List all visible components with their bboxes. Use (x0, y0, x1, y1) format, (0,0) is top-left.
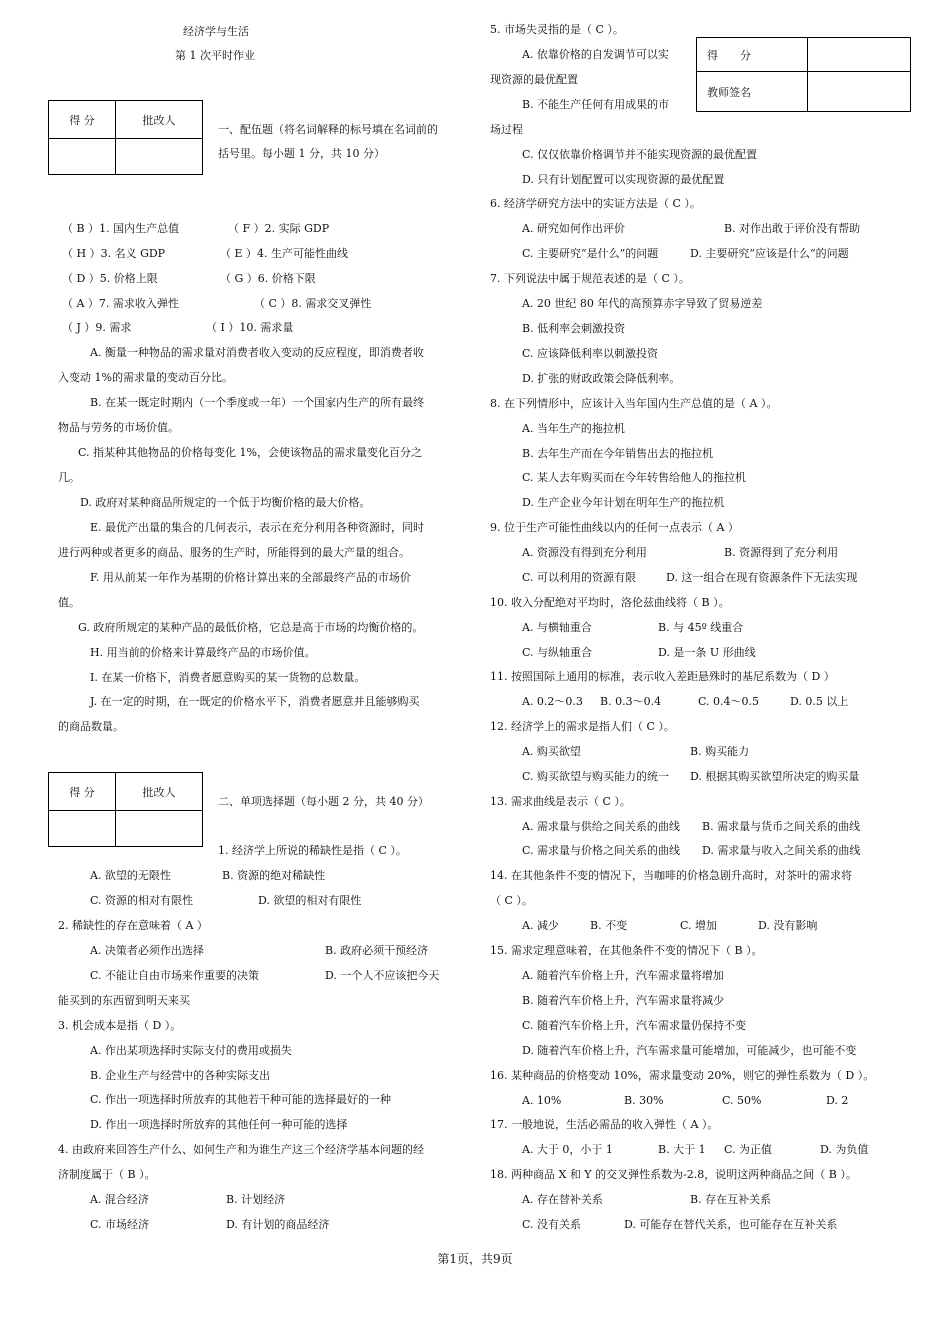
question-line: 18. 两种商品 X 和 Y 的交叉弹性系数为-2.8，说明这两种商品之间（ B ）。 (490, 1168, 857, 1181)
question-line: 14. 在其他条件不变的情况下，当咖啡的价格急剧升高时，对茶叶的需求将 (490, 869, 852, 882)
pair-item: （ B ）1. 国内生产总值 (62, 222, 180, 235)
option-line: B. 不变 (590, 919, 628, 932)
definition-line: G. 政府所规定的某种产品的最低价格，它总是高于市场的均衡价格的。 (78, 621, 424, 634)
pair-item: （ F ）2. 实际 GDP (228, 222, 330, 235)
definition-line: 物品与劳务的市场价值。 (58, 421, 179, 434)
option-line: A. 0.2～0.3 (522, 695, 583, 708)
option-line: C. 50% (722, 1094, 762, 1107)
definition-line: J. 在一定的时期，在一既定的价格水平下，消费者愿意并且能够购买 (90, 695, 420, 708)
definition-line: 的商品数量。 (58, 720, 124, 733)
definition-line: 进行两种或者更多的商品、服务的生产时，所能得到的最大产量的组合。 (58, 546, 410, 559)
score-label: 得 分 (49, 101, 116, 139)
option-line: C. 与纵轴重合 (522, 646, 593, 659)
option-line: D. 作出一项选择时所放弃的其他任何一种可能的选择 (90, 1118, 348, 1131)
question-line: 17. 一般地说，生活必需品的收入弹性（ A ）。 (490, 1118, 719, 1131)
option-line: A. 当年生产的拖拉机 (522, 422, 625, 435)
definition-line: I. 在某一价格下，消费者愿意购买的某一货物的总数量。 (90, 671, 366, 684)
option-line: A. 存在替补关系 (522, 1193, 603, 1206)
option-line: C. 资源的相对有限性 (90, 894, 194, 907)
question-line: 7. 下列说法中属于规范表述的是（ C ）。 (490, 272, 690, 285)
pair-item: （ G ）6. 价格下限 (220, 272, 316, 285)
option-line: A. 20 世纪 80 年代的高预算赤字导致了贸易逆差 (522, 297, 763, 310)
option-line: D. 0.5 以上 (790, 695, 849, 708)
option-line: A. 减少 (522, 919, 559, 932)
option-line: A. 依靠价格的自发调节可以实 (522, 48, 669, 61)
score-cell[interactable] (49, 811, 116, 847)
option-line: A. 资源没有得到充分利用 (522, 546, 647, 559)
option-line: D. 根据其购买欲望所决定的购买量 (690, 770, 860, 783)
question-line: 13. 需求曲线是表示（ C ）。 (490, 795, 631, 808)
option-line: A. 购买欲望 (522, 745, 581, 758)
option-line: B. 低利率会刺激投资 (522, 322, 626, 335)
option-line: A. 与横轴重合 (522, 621, 592, 634)
option-line: A. 需求量与供给之间关系的曲线 (522, 820, 680, 833)
section1-title-cont: 括号里。每小题 1 分，共 10 分） (218, 147, 385, 160)
option-line: D. 生产企业今年计划在明年生产的拖拉机 (522, 496, 725, 509)
option-line: C. 0.4～0.5 (698, 695, 760, 708)
option-line: C. 市场经济 (90, 1218, 150, 1231)
option-line: B. 大于 1 (658, 1143, 706, 1156)
option-line: B. 与 45º 线重合 (658, 621, 744, 634)
doc-title: 经济学与生活 (183, 25, 249, 38)
definition-line: A. 衡量一种物品的需求量对消费者收入变动的反应程度，即消费者收 (90, 346, 424, 359)
pair-item: （ H ）3. 名义 GDP (62, 247, 166, 260)
option-line: C. 某人去年购买而在今年转售给他人的拖拉机 (522, 471, 747, 484)
teacher-sign-cell[interactable] (808, 72, 911, 112)
score-cell[interactable] (49, 139, 116, 175)
score-label: 得 分 (49, 773, 116, 811)
question-line: （ C ）。 (490, 894, 533, 907)
option-line: B. 0.3～0.4 (600, 695, 662, 708)
question-line: 11. 按照国际上通用的标准，表示收入差距悬殊时的基尼系数为（ D ） (490, 670, 835, 683)
definition-line: D. 政府对某种商品所规定的一个低于均衡价格的最大价格。 (80, 496, 371, 509)
option-line: 现资源的最优配置 (490, 73, 578, 86)
option-line: C. 应该降低利率以刺激投资 (522, 347, 659, 360)
option-line: B. 对作出敢于评价没有帮助 (724, 222, 861, 235)
option-line: B. 存在互补关系 (690, 1193, 772, 1206)
definition-line: E. 最优产出量的集合的几何表示，表示在充分利用各种资源时，同时 (90, 521, 425, 534)
pair-item: （ I ）10. 需求量 (206, 321, 294, 334)
option-line: D. 这一组合在现有资源条件下无法实现 (666, 571, 858, 584)
option-line: C. 购买欲望与购买能力的统一 (522, 770, 670, 783)
question-line: 1. 经济学上所说的稀缺性是指（ C ）。 (218, 844, 407, 857)
question-line: 5. 市场失灵指的是（ C ）。 (490, 23, 624, 36)
option-line: B. 需求量与货币之间关系的曲线 (702, 820, 861, 833)
question-line: 3. 机会成本是指（ D ）。 (58, 1019, 182, 1032)
question-line: 8. 在下列情形中，应该计入当年国内生产总值的是（ A ）。 (490, 397, 778, 410)
option-line: D. 一个人不应该把今天 (325, 969, 440, 982)
question-line: 15. 需求定理意味着，在其他条件不变的情况下（ B ）。 (490, 944, 763, 957)
pair-item: （ J ）9. 需求 (62, 321, 132, 334)
option-line: B. 不能生产任何有用成果的市 (522, 98, 670, 111)
option-line: C. 需求量与价格之间关系的曲线 (522, 844, 681, 857)
definition-line: 值。 (58, 596, 80, 609)
option-line: C. 可以利用的资源有限 (522, 571, 637, 584)
option-line: D. 有计划的商品经济 (226, 1218, 330, 1231)
option-line: A. 作出某项选择时实际支付的费用或损失 (90, 1044, 292, 1057)
option-line: B. 资源得到了充分利用 (724, 546, 839, 559)
option-line: A. 决策者必须作出选择 (90, 944, 204, 957)
definition-line: F. 用从前某一年作为基期的价格计算出来的全部最终产品的市场价 (90, 571, 411, 584)
teacher-sign-label: 教师签名 (697, 72, 808, 112)
option-line: D. 是一条 U 形曲线 (658, 646, 756, 659)
option-line: D. 只有计划配置可以实现资源的最优配置 (522, 173, 725, 186)
option-line: D. 可能存在替代关系，也可能存在互补关系 (624, 1218, 838, 1231)
option-line: A. 10% (522, 1094, 562, 1107)
section2-title: 二、单项选择题（每小题 2 分，共 40 分） (218, 795, 429, 808)
option-line: C. 为正值 (724, 1143, 773, 1156)
teacher-score-box (696, 37, 911, 112)
option-line: 场过程 (490, 123, 523, 136)
option-line: D. 主要研究“应该是什么“的问题 (690, 247, 849, 260)
option-line: A. 研究如何作出评价 (522, 222, 625, 235)
question-line: 2. 稀缺性的存在意味着（ A ） (58, 919, 208, 932)
option-line: D. 欲望的相对有限性 (258, 894, 362, 907)
teacher-score-cell[interactable] (808, 38, 911, 72)
page-footer: 第1页，共9页 (437, 1252, 513, 1266)
option-line: D. 2 (826, 1094, 849, 1107)
question-line: 16. 某种商品的价格变动 10%，需求量变动 20%，则它的弹性系数为（ D ）。 (490, 1069, 875, 1082)
grader-cell[interactable] (116, 139, 203, 175)
option-line: D. 需求量与收入之间关系的曲线 (702, 844, 861, 857)
section1-title: 一、配伍题（将名词解释的标号填在名词前的 (218, 123, 438, 136)
option-line: B. 随着汽车价格上升，汽车需求量将减少 (522, 994, 725, 1007)
doc-subtitle: 第 1 次平时作业 (175, 49, 255, 62)
option-line: C. 没有关系 (522, 1218, 582, 1231)
definition-line: H. 用当前的价格来计算最终产品的市场价值。 (90, 646, 316, 659)
option-line: A. 随着汽车价格上升，汽车需求量将增加 (522, 969, 724, 982)
option-line: D. 为负值 (820, 1143, 869, 1156)
score-box-1 (48, 100, 203, 175)
definition-line: 入变动 1%的需求量的变动百分比。 (58, 371, 233, 384)
definition-line: 几。 (58, 471, 80, 484)
question-line: 12. 经济学上的需求是指人们（ C ）。 (490, 720, 675, 733)
option-line: D. 没有影响 (758, 919, 818, 932)
option-line: C. 作出一项选择时所放弃的其他若干种可能的选择最好的一种 (90, 1093, 392, 1106)
question-line: 4. 由政府来回答生产什么、如何生产和为谁生产这三个经济学基本问题的经 (58, 1143, 424, 1156)
pair-item: （ C ）8. 需求交叉弹性 (254, 297, 372, 310)
grader-label: 批改人 (116, 773, 203, 811)
option-line: 能买到的东西留到明天来买 (58, 994, 190, 1007)
option-line: A. 大于 0，小于 1 (522, 1143, 613, 1156)
option-line: A. 欲望的无限性 (90, 869, 171, 882)
question-line: 10. 收入分配绝对平均时，洛伦兹曲线将（ B ）。 (490, 596, 730, 609)
option-line: C. 不能让自由市场来作重要的决策 (90, 969, 260, 982)
option-line: B. 计划经济 (226, 1193, 286, 1206)
pair-item: （ A ）7. 需求收入弹性 (62, 297, 179, 310)
option-line: D. 扩张的财政政策会降低利率。 (522, 372, 681, 385)
option-line: C. 仅仅依靠价格调节并不能实现资源的最优配置 (522, 148, 758, 161)
question-line: 9. 位于生产可能性曲线以内的任何一点表示（ A ） (490, 521, 739, 534)
score-box-2 (48, 772, 203, 847)
option-line: B. 政府必须干预经济 (325, 944, 429, 957)
option-line: C. 随着汽车价格上升，汽车需求量仍保持不变 (522, 1019, 747, 1032)
question-line: 6. 经济学研究方法中的实证方法是（ C ）。 (490, 197, 701, 210)
option-line: B. 30% (624, 1094, 664, 1107)
option-line: B. 企业生产与经营中的各种实际支出 (90, 1069, 271, 1082)
option-line: B. 去年生产而在今年销售出去的拖拉机 (522, 447, 714, 460)
definition-line: B. 在某一既定时期内（一个季度或一年）一个国家内生产的所有最终 (90, 396, 425, 409)
option-line: A. 混合经济 (90, 1193, 149, 1206)
option-line: C. 增加 (680, 919, 718, 932)
teacher-score-label: 得 分 (697, 38, 808, 72)
question-line: 济制度属于（ B ）。 (58, 1168, 156, 1181)
option-line: D. 随着汽车价格上升，汽车需求量可能增加，可能减少，也可能不变 (522, 1044, 857, 1057)
option-line: C. 主要研究“是什么”的问题 (522, 247, 659, 260)
grader-cell[interactable] (116, 811, 203, 847)
pair-item: （ E ）4. 生产可能性曲线 (220, 247, 349, 260)
option-line: B. 资源的绝对稀缺性 (222, 869, 326, 882)
pair-item: （ D ）5. 价格上限 (62, 272, 158, 285)
grader-label: 批改人 (116, 101, 203, 139)
definition-line: C. 指某种其他物品的价格每变化 1%，会使该物品的需求量变化百分之 (78, 446, 422, 459)
option-line: B. 购买能力 (690, 745, 750, 758)
